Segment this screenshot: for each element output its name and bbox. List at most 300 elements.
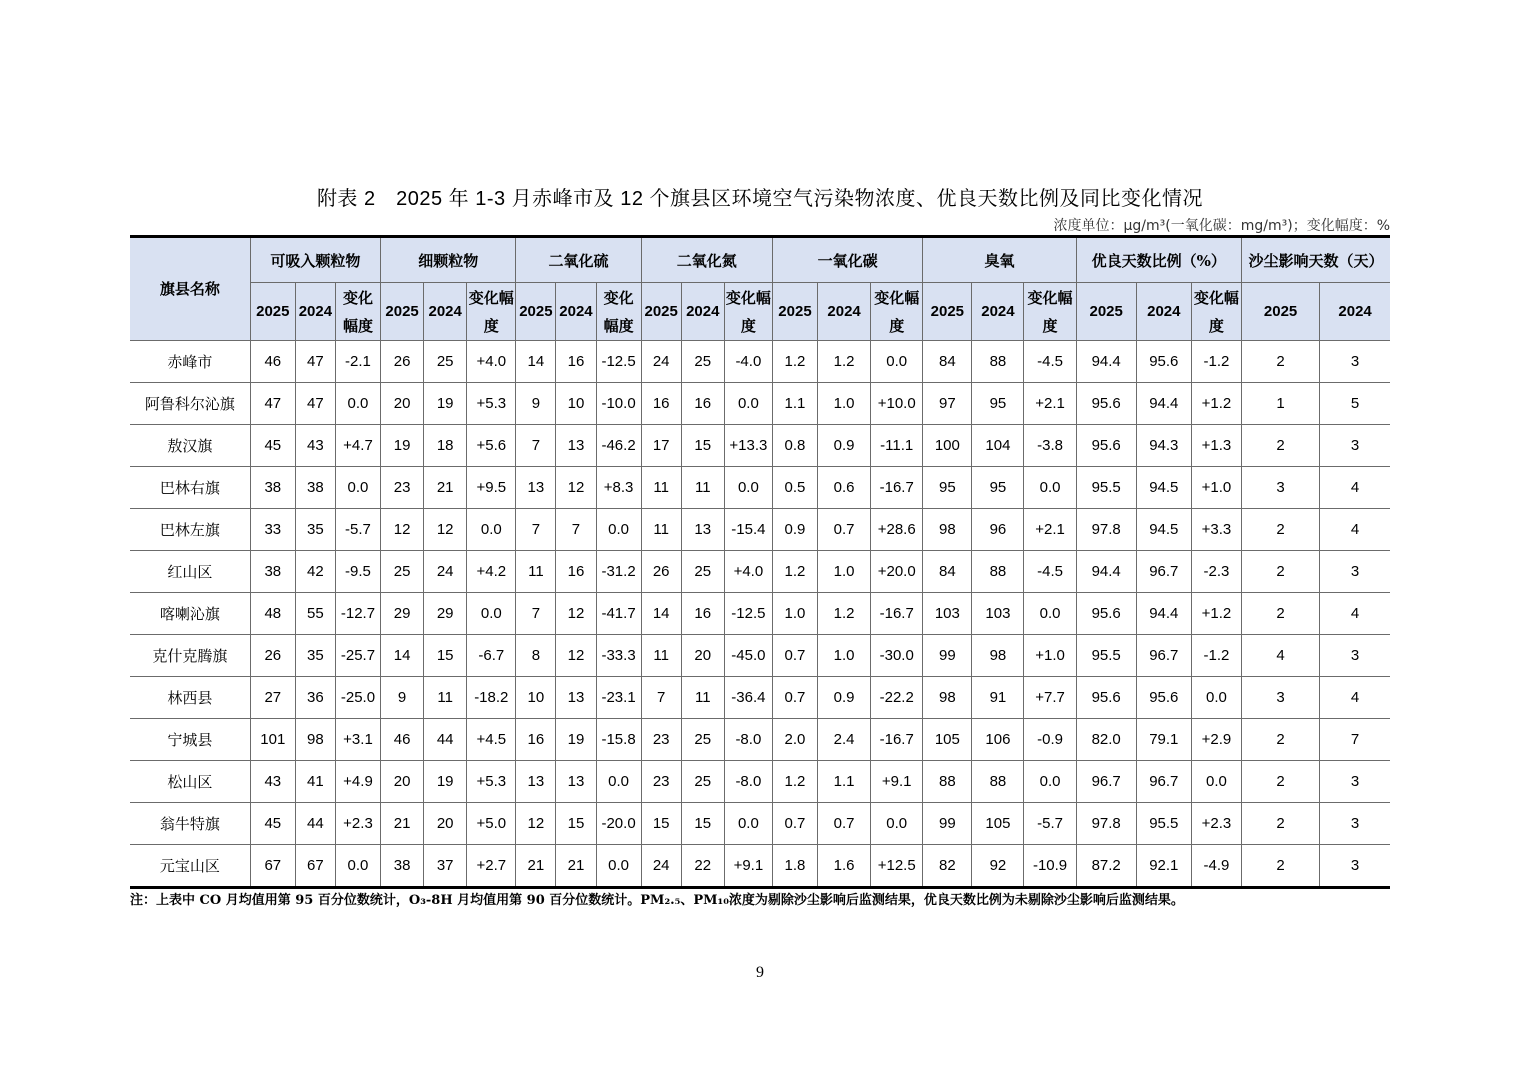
value-cell: -2.1 (335, 341, 380, 383)
value-cell: 11 (641, 509, 681, 551)
value-cell: 13 (556, 425, 596, 467)
value-cell: 21 (424, 467, 467, 509)
value-cell: 88 (972, 551, 1024, 593)
group-header-co: 一氧化碳 (772, 237, 922, 283)
value-cell: +4.2 (467, 551, 516, 593)
value-cell: 95.5 (1076, 635, 1136, 677)
value-cell: 0.0 (467, 593, 516, 635)
value-cell: 0.7 (818, 803, 871, 845)
value-cell: 94.4 (1136, 593, 1191, 635)
value-cell: 2 (1242, 719, 1320, 761)
value-cell: 7 (1320, 719, 1390, 761)
page-number: 9 (756, 964, 764, 981)
table-row (130, 509, 1390, 551)
year-2025-header: 2025 (250, 283, 295, 341)
value-cell: 104 (972, 425, 1024, 467)
value-cell: 35 (295, 635, 335, 677)
value-cell: -16.7 (871, 467, 923, 509)
group-header-good-days: 优良天数比例（%） (1076, 237, 1241, 283)
value-cell: 20 (381, 383, 424, 425)
table-row (130, 593, 1390, 635)
value-cell: -33.3 (596, 635, 641, 677)
value-cell: 7 (516, 425, 556, 467)
value-cell: 16 (556, 551, 596, 593)
value-cell: 91 (972, 677, 1024, 719)
value-cell: 4 (1320, 677, 1390, 719)
value-cell: 20 (381, 761, 424, 803)
value-cell: 1.2 (772, 761, 817, 803)
value-cell: 1.1 (818, 761, 871, 803)
value-cell: -41.7 (596, 593, 641, 635)
value-cell: 94.5 (1136, 467, 1191, 509)
value-cell: 29 (424, 593, 467, 635)
value-cell: 21 (381, 803, 424, 845)
value-cell: 16 (516, 719, 556, 761)
value-cell: 9 (381, 677, 424, 719)
value-cell: 48 (250, 593, 295, 635)
value-cell: -25.0 (335, 677, 380, 719)
group-header-pm10: 可吸入颗粒物 (250, 237, 380, 283)
group-header-pm25: 细颗粒物 (381, 237, 516, 283)
value-cell: 0.0 (724, 467, 772, 509)
value-cell: 0.0 (1191, 761, 1241, 803)
value-cell: 96.7 (1076, 761, 1136, 803)
value-cell: 11 (681, 677, 724, 719)
value-cell: 19 (424, 761, 467, 803)
value-cell: 38 (250, 551, 295, 593)
value-cell: 0.9 (818, 425, 871, 467)
value-cell: 3 (1242, 677, 1320, 719)
value-cell: 21 (556, 845, 596, 888)
value-cell: 37 (424, 845, 467, 888)
value-cell: +2.9 (1191, 719, 1241, 761)
value-cell: 16 (556, 341, 596, 383)
year-2025-header: 2025 (1242, 283, 1320, 341)
value-cell: 2.0 (772, 719, 817, 761)
change-header: 变化幅度 (467, 283, 516, 341)
value-cell: 95.6 (1076, 425, 1136, 467)
value-cell: 47 (295, 383, 335, 425)
value-cell: 46 (381, 719, 424, 761)
value-cell: 23 (381, 467, 424, 509)
change-header: 变化幅度 (335, 283, 380, 341)
value-cell: -9.5 (335, 551, 380, 593)
table-row (130, 551, 1390, 593)
county-name-cell: 宁城县 (130, 719, 250, 761)
value-cell: -20.0 (596, 803, 641, 845)
value-cell: 19 (424, 383, 467, 425)
value-cell: 14 (641, 593, 681, 635)
value-cell: 0.9 (772, 509, 817, 551)
value-cell: 82.0 (1076, 719, 1136, 761)
value-cell: 84 (923, 341, 972, 383)
value-cell: +2.7 (467, 845, 516, 888)
value-cell: 95.5 (1136, 803, 1191, 845)
group-header-dust-days: 沙尘影响天数（天） (1242, 237, 1391, 283)
value-cell: 38 (295, 467, 335, 509)
county-name-cell: 赤峰市 (130, 341, 250, 383)
value-cell: 35 (295, 509, 335, 551)
value-cell: 12 (556, 593, 596, 635)
value-cell: 96 (972, 509, 1024, 551)
value-cell: 88 (972, 761, 1024, 803)
value-cell: 1.0 (818, 383, 871, 425)
value-cell: 24 (424, 551, 467, 593)
value-cell: -12.7 (335, 593, 380, 635)
value-cell: +4.0 (467, 341, 516, 383)
value-cell: 105 (972, 803, 1024, 845)
value-cell: 41 (295, 761, 335, 803)
value-cell: 94.4 (1136, 383, 1191, 425)
value-cell: 95.6 (1136, 677, 1191, 719)
value-cell: 3 (1320, 845, 1390, 888)
value-cell: 67 (250, 845, 295, 888)
value-cell: -2.3 (1191, 551, 1241, 593)
value-cell: 11 (516, 551, 556, 593)
value-cell: 43 (295, 425, 335, 467)
value-cell: 11 (424, 677, 467, 719)
value-cell: +4.9 (335, 761, 380, 803)
value-cell: 29 (381, 593, 424, 635)
value-cell: 44 (424, 719, 467, 761)
value-cell: 16 (681, 383, 724, 425)
value-cell: 25 (424, 341, 467, 383)
value-cell: 26 (641, 551, 681, 593)
value-cell: +5.0 (467, 803, 516, 845)
value-cell: 1.0 (772, 593, 817, 635)
table-row (130, 677, 1390, 719)
value-cell: +20.0 (871, 551, 923, 593)
value-cell: 24 (641, 341, 681, 383)
value-cell: 4 (1242, 635, 1320, 677)
value-cell: 0.0 (596, 509, 641, 551)
value-cell: 0.0 (724, 803, 772, 845)
value-cell: +5.6 (467, 425, 516, 467)
table-body (130, 341, 1390, 888)
value-cell: -4.5 (1024, 341, 1076, 383)
value-cell: 7 (516, 509, 556, 551)
value-cell: 47 (295, 341, 335, 383)
year-2024-header: 2024 (1320, 283, 1390, 341)
value-cell: 33 (250, 509, 295, 551)
value-cell: +1.3 (1191, 425, 1241, 467)
year-2024-header: 2024 (424, 283, 467, 341)
value-cell: 0.0 (724, 383, 772, 425)
year-2024-header: 2024 (681, 283, 724, 341)
value-cell: 4 (1320, 467, 1390, 509)
value-cell: -22.2 (871, 677, 923, 719)
value-cell: 14 (516, 341, 556, 383)
year-2025-header: 2025 (516, 283, 556, 341)
value-cell: 82 (923, 845, 972, 888)
value-cell: 0.9 (818, 677, 871, 719)
value-cell: -36.4 (724, 677, 772, 719)
table-row (130, 425, 1390, 467)
county-name-cell: 林西县 (130, 677, 250, 719)
value-cell: -1.2 (1191, 635, 1241, 677)
value-cell: -10.0 (596, 383, 641, 425)
value-cell: 1 (1242, 383, 1320, 425)
value-cell: 44 (295, 803, 335, 845)
value-cell: 106 (972, 719, 1024, 761)
value-cell: 26 (250, 635, 295, 677)
value-cell: 10 (556, 383, 596, 425)
county-name-cell: 巴林右旗 (130, 467, 250, 509)
value-cell: 19 (556, 719, 596, 761)
value-cell: 0.5 (772, 467, 817, 509)
change-header: 变化幅度 (724, 283, 772, 341)
value-cell: 0.6 (818, 467, 871, 509)
value-cell: 46 (250, 341, 295, 383)
value-cell: 16 (681, 593, 724, 635)
value-cell: 25 (681, 341, 724, 383)
value-cell: -12.5 (724, 593, 772, 635)
value-cell: +5.3 (467, 383, 516, 425)
table-row (130, 719, 1390, 761)
table-row (130, 467, 1390, 509)
value-cell: 99 (923, 803, 972, 845)
value-cell: 13 (516, 761, 556, 803)
year-2025-header: 2025 (381, 283, 424, 341)
value-cell: 7 (556, 509, 596, 551)
value-cell: +9.5 (467, 467, 516, 509)
value-cell: 18 (424, 425, 467, 467)
value-cell: +3.1 (335, 719, 380, 761)
value-cell: 12 (556, 635, 596, 677)
value-cell: 2 (1242, 593, 1320, 635)
change-header: 变化幅度 (1191, 283, 1241, 341)
value-cell: 98 (923, 677, 972, 719)
county-name-cell: 松山区 (130, 761, 250, 803)
value-cell: 0.7 (772, 635, 817, 677)
value-cell: 17 (641, 425, 681, 467)
value-cell: 101 (250, 719, 295, 761)
value-cell: -1.2 (1191, 341, 1241, 383)
county-name-cell: 敖汉旗 (130, 425, 250, 467)
value-cell: 5 (1320, 383, 1390, 425)
value-cell: +2.1 (1024, 509, 1076, 551)
value-cell: -16.7 (871, 719, 923, 761)
value-cell: 15 (681, 803, 724, 845)
value-cell: -5.7 (335, 509, 380, 551)
value-cell: 47 (250, 383, 295, 425)
value-cell: +5.3 (467, 761, 516, 803)
year-2024-header: 2024 (295, 283, 335, 341)
county-name-cell: 翁牛特旗 (130, 803, 250, 845)
value-cell: -5.7 (1024, 803, 1076, 845)
value-cell: 92.1 (1136, 845, 1191, 888)
year-2025-header: 2025 (772, 283, 817, 341)
value-cell: 0.0 (871, 803, 923, 845)
value-cell: -11.1 (871, 425, 923, 467)
value-cell: 25 (681, 761, 724, 803)
value-cell: 2 (1242, 425, 1320, 467)
value-cell: +28.6 (871, 509, 923, 551)
value-cell: 13 (556, 761, 596, 803)
value-cell: 25 (381, 551, 424, 593)
value-cell: 88 (923, 761, 972, 803)
value-cell: 25 (681, 551, 724, 593)
air-quality-table (130, 235, 1390, 889)
value-cell: -31.2 (596, 551, 641, 593)
value-cell: 95.6 (1076, 677, 1136, 719)
year-2024-header: 2024 (972, 283, 1024, 341)
value-cell: 14 (381, 635, 424, 677)
value-cell: 4 (1320, 509, 1390, 551)
value-cell: -45.0 (724, 635, 772, 677)
value-cell: 3 (1320, 761, 1390, 803)
value-cell: 94.3 (1136, 425, 1191, 467)
value-cell: 2 (1242, 551, 1320, 593)
value-cell: 95 (972, 383, 1024, 425)
value-cell: -15.8 (596, 719, 641, 761)
value-cell: 2.4 (818, 719, 871, 761)
value-cell: +1.2 (1191, 593, 1241, 635)
value-cell: 96.7 (1136, 761, 1191, 803)
value-cell: 12 (516, 803, 556, 845)
value-cell: -4.9 (1191, 845, 1241, 888)
footnote: 注：上表中 CO 月均值用第 95 百分位数统计，O₃-8H 月均值用第 90 百分位数统计。PM₂.₅、PM₁₀浓度为剔除沙尘影响后监测结果，优良天数比例为未剔除沙尘影响后监测结果。 (130, 893, 1184, 908)
value-cell: 98 (972, 635, 1024, 677)
value-cell: 0.0 (1191, 677, 1241, 719)
value-cell: +4.5 (467, 719, 516, 761)
value-cell: +13.3 (724, 425, 772, 467)
value-cell: 3 (1320, 803, 1390, 845)
value-cell: 45 (250, 425, 295, 467)
value-cell: 2 (1242, 761, 1320, 803)
value-cell: 88 (972, 341, 1024, 383)
value-cell: -16.7 (871, 593, 923, 635)
value-cell: 11 (641, 635, 681, 677)
year-2024-header: 2024 (818, 283, 871, 341)
value-cell: 96.7 (1136, 635, 1191, 677)
value-cell: 7 (641, 677, 681, 719)
value-cell: 55 (295, 593, 335, 635)
value-cell: 27 (250, 677, 295, 719)
value-cell: +4.7 (335, 425, 380, 467)
value-cell: 26 (381, 341, 424, 383)
value-cell: 0.0 (596, 761, 641, 803)
value-cell: -10.9 (1024, 845, 1076, 888)
value-cell: 99 (923, 635, 972, 677)
value-cell: 3 (1320, 551, 1390, 593)
value-cell: 12 (381, 509, 424, 551)
value-cell: 22 (681, 845, 724, 888)
value-cell: -3.8 (1024, 425, 1076, 467)
value-cell: 0.0 (467, 509, 516, 551)
value-cell: -46.2 (596, 425, 641, 467)
value-cell: -4.0 (724, 341, 772, 383)
change-header: 变化幅度 (596, 283, 641, 341)
value-cell: +12.5 (871, 845, 923, 888)
value-cell: 12 (556, 467, 596, 509)
county-name-cell: 红山区 (130, 551, 250, 593)
table-title: 附表 2 2025 年 1-3 月赤峰市及 12 个旗县区环境空气污染物浓度、优良天数比例及同比变化情况 (316, 188, 1204, 210)
value-cell: 25 (681, 719, 724, 761)
value-cell: 19 (381, 425, 424, 467)
value-cell: 11 (681, 467, 724, 509)
value-cell: 1.8 (772, 845, 817, 888)
value-cell: -6.7 (467, 635, 516, 677)
county-name-cell: 阿鲁科尔沁旗 (130, 383, 250, 425)
value-cell: 87.2 (1076, 845, 1136, 888)
value-cell: 11 (641, 467, 681, 509)
value-cell: 94.5 (1136, 509, 1191, 551)
value-cell: 0.0 (1024, 593, 1076, 635)
value-cell: -0.9 (1024, 719, 1076, 761)
value-cell: 2 (1242, 845, 1320, 888)
value-cell: -12.5 (596, 341, 641, 383)
county-name-cell: 元宝山区 (130, 845, 250, 888)
value-cell: 8 (516, 635, 556, 677)
value-cell: 103 (972, 593, 1024, 635)
value-cell: +4.0 (724, 551, 772, 593)
value-cell: 67 (295, 845, 335, 888)
value-cell: 96.7 (1136, 551, 1191, 593)
value-cell: 0.0 (335, 467, 380, 509)
group-header-o3: 臭氧 (923, 237, 1076, 283)
value-cell: +1.2 (1191, 383, 1241, 425)
value-cell: 97.8 (1076, 509, 1136, 551)
value-cell: +2.3 (1191, 803, 1241, 845)
value-cell: 0.7 (772, 803, 817, 845)
value-cell: +3.3 (1191, 509, 1241, 551)
value-cell: 95.6 (1136, 341, 1191, 383)
value-cell: 20 (424, 803, 467, 845)
value-cell: 42 (295, 551, 335, 593)
table-row (130, 761, 1390, 803)
value-cell: 15 (681, 425, 724, 467)
year-2024-header: 2024 (556, 283, 596, 341)
value-cell: 20 (681, 635, 724, 677)
value-cell: 3 (1320, 341, 1390, 383)
value-cell: +1.0 (1191, 467, 1241, 509)
county-name-cell: 喀喇沁旗 (130, 593, 250, 635)
table-row (130, 845, 1390, 888)
value-cell: 9 (516, 383, 556, 425)
value-cell: 15 (556, 803, 596, 845)
year-2024-header: 2024 (1136, 283, 1191, 341)
value-cell: 95.6 (1076, 383, 1136, 425)
value-cell: 0.0 (871, 341, 923, 383)
value-cell: 0.7 (818, 509, 871, 551)
value-cell: 24 (641, 845, 681, 888)
value-cell: 1.2 (772, 551, 817, 593)
unit-note: 浓度单位：μg/m³(一氧化碳：mg/m³)；变化幅度：% (1053, 218, 1390, 234)
value-cell: 36 (295, 677, 335, 719)
value-cell: -8.0 (724, 719, 772, 761)
value-cell: 1.6 (818, 845, 871, 888)
value-cell: 0.0 (335, 845, 380, 888)
value-cell: -15.4 (724, 509, 772, 551)
value-cell: 2 (1242, 341, 1320, 383)
value-cell: -4.5 (1024, 551, 1076, 593)
value-cell: 0.0 (1024, 467, 1076, 509)
value-cell: 94.4 (1076, 341, 1136, 383)
value-cell: +2.1 (1024, 383, 1076, 425)
year-2025-header: 2025 (923, 283, 972, 341)
value-cell: 2 (1242, 803, 1320, 845)
value-cell: 79.1 (1136, 719, 1191, 761)
value-cell: 98 (295, 719, 335, 761)
value-cell: -18.2 (467, 677, 516, 719)
value-cell: 0.0 (335, 383, 380, 425)
value-cell: 0.0 (1024, 761, 1076, 803)
value-cell: 15 (424, 635, 467, 677)
value-cell: +2.3 (335, 803, 380, 845)
value-cell: 95.5 (1076, 467, 1136, 509)
value-cell: 3 (1320, 635, 1390, 677)
